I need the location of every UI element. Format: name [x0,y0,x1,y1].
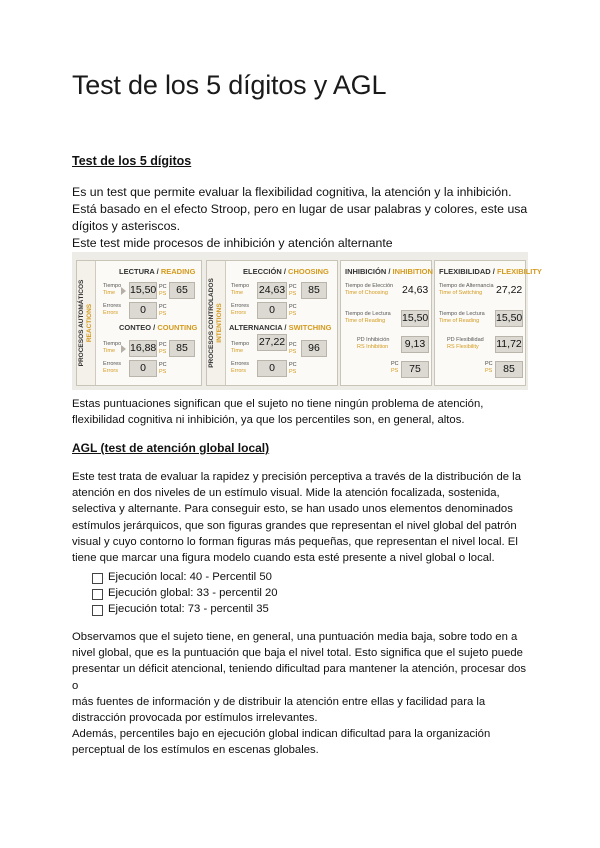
lectura-errores-label: Errores Errors [103,303,122,316]
pc-ps-label: PC PS [289,362,297,375]
checkbox[interactable] [92,605,103,616]
pc-ps-label: PC PS [159,304,167,317]
pc-ps-label: PC PS [289,342,297,355]
flex-alt-value: 27,22 [496,284,523,296]
section-heading-agl: AGL (test de atención global local) [72,441,270,455]
pc-ps-label: PC PS [391,361,399,374]
pc-ps-label: PC PS [289,304,297,317]
inh-lectura-value: 15,50 [401,310,429,327]
arrow-icon [121,287,126,295]
inhibicion-title: INHIBICIÓN / INHIBITION [345,267,433,276]
pc-ps-label: PC PS [159,362,167,375]
inh-eleccion-label: Tiempo de Elección Time of Choosing [345,283,394,296]
conteo-title: CONTEO / COUNTING [119,323,198,332]
text-line: distracción provocada por estímulos irrelevantes. [72,712,318,725]
sidebar-label-en: REACTIONS [86,303,93,343]
eleccion-tiempo-value: 24,63 [257,282,287,299]
text-line: selectiva y alternante. Para conseguir esto, se han usado unos elementos denominados [72,503,513,516]
text-line: Observamos que el sujeto tiene, en general, una puntuación media baja, sobre todo en a [72,631,518,643]
lectura-errores-value: 0 [129,302,157,319]
text-line: más fuentes de información y de distribuir la atención entre ellas y facilidad para la [72,695,486,708]
text-line: Además, percentiles bajo en ejecución global indican dificultad para la organización [72,728,491,741]
list-item: Ejecución total: 73 - percentil 35 [108,603,269,615]
alternancia-errores-label: Errores Errors [231,361,250,374]
text-line: Es un test que permite evaluar la flexibilidad cognitiva, la atención y la inhibición. [72,185,512,199]
conteo-errores-value: 0 [129,360,157,377]
pc-ps-label: PC PS [289,284,297,297]
pc-ps-label: PC PS [159,284,167,297]
inh-eleccion-value: 24,63 [402,284,429,296]
lectura-tiempo-label: Tiempo Time [103,283,122,296]
flex-lectura-label: Tiempo de Lectura Time of Reading [439,311,485,324]
lectura-title: LECTURA / READING [119,267,196,276]
eleccion-tiempo-label: Tiempo Time [231,283,250,296]
text-line: atención en dos niveles de un estímulo visual. Mide la atención focalizada, sostenida, [72,487,500,500]
sidebar-automatic [77,261,96,385]
eleccion-errores-value: 0 [257,302,287,319]
text-line: nivel global, que es la puntuación que baja el nivel total. Esto significa que el sujeto puede [72,647,523,660]
text-line: estímulos jerárquicos, que son figuras grandes que representan el nivel global del patrón [72,519,517,532]
alternancia-tiempo-value: 27,22 [257,334,287,351]
inh-pc-value: 75 [401,361,429,378]
alternancia-title: ALTERNANCIA / SWITCHING [229,323,332,332]
conteo-errores-label: Errores Errors [103,361,122,374]
eleccion-errores-label: Errores Errors [231,303,250,316]
conteo-tiempo-value: 16,88 [129,340,157,357]
flex-pd-label: PD Flexibilidad RS Flexibility [447,337,484,350]
sidebar-label-en: INTENTIONS [216,303,223,343]
agl-description [72,469,532,566]
results-paragraph [72,396,532,428]
text-line: Este test mide procesos de inhibición y atención alternante [72,236,393,250]
text-line: Estas puntuaciones significan que el sujeto no tiene ningún problema de atención, [72,398,484,410]
inh-pd-value: 9,13 [401,336,429,353]
inh-pd-label: PD Inhibición RS Inhibition [357,337,390,350]
sidebar-label: PROCESOS AUTOMÁTICOS [78,279,85,367]
flexibilidad-title: FLEXIBILIDAD / FLEXIBILITY [439,267,542,276]
agl-interpretation [72,629,532,759]
alternancia-pc-value: 96 [301,340,327,357]
text-line: tiene que marcar una figura modelo cuando esta esté presente a nivel global o local. [72,552,495,565]
panel-controlled-processes [206,260,338,386]
arrow-icon [121,345,126,353]
score-sheet-figure [72,252,542,390]
text-line: Este test trata de evaluar la rapidez y precisión perceptiva a través de la distribución de la [72,471,521,483]
checkbox[interactable] [92,589,103,600]
text-line: flexibilidad cognitiva ni inhibición, ya que los percentiles son, en general, altos. [72,414,465,427]
section-heading-5-digitos: Test de los 5 dígitos [72,154,192,168]
sidebar-controlled [207,261,226,385]
inh-lectura-label: Tiempo de Lectura Time of Reading [345,311,391,324]
page-title: Test de los 5 dígitos y AGL [72,70,387,100]
lectura-pc-value: 65 [169,282,195,299]
sidebar-label: PROCESOS CONTROLADOS [208,278,215,368]
eleccion-pc-value: 85 [301,282,327,299]
text-line: dígitos y asteriscos. [72,219,180,233]
conteo-pc-value: 85 [169,340,195,357]
flex-lectura-value: 15,50 [495,310,523,327]
checkbox[interactable] [92,573,103,584]
lectura-tiempo-value: 15,50 [129,282,157,299]
alternancia-tiempo-label: Tiempo Time [231,341,250,354]
pc-ps-label: PC PS [159,342,167,355]
alternancia-errores-value: 0 [257,360,287,377]
eleccion-title: ELECCIÓN / CHOOSING [243,267,329,276]
pc-ps-label: PC PS [485,361,493,374]
panel-inhibicion [340,260,432,386]
flex-pd-value: 11,72 [495,336,523,353]
conteo-tiempo-label: Tiempo Time [103,341,122,354]
list-item: Ejecución local: 40 - Percentil 50 [108,571,272,583]
flex-pc-value: 85 [495,361,523,378]
flex-alt-label: Tiempo de Alternancia Time of Switching [439,283,494,296]
intro-paragraph [72,184,532,252]
panel-flexibilidad [434,260,542,386]
list-item: Ejecución global: 33 - percentil 20 [108,587,278,599]
text-line: presentar un déficit atencional, teniendo dificultad para mantener la atención, procesar dos o [72,663,527,692]
text-line: Está basado en el efecto Stroop, pero en lugar de usar palabras y colores, este usa [72,202,528,216]
text-line: visual y cuyo contorno lo forman figuras más pequeñas, que representan el nivel local. El [72,535,518,548]
text-line: perceptual de los estímulos en escenas globales. [72,744,319,757]
panel-automatic-processes [76,260,202,386]
